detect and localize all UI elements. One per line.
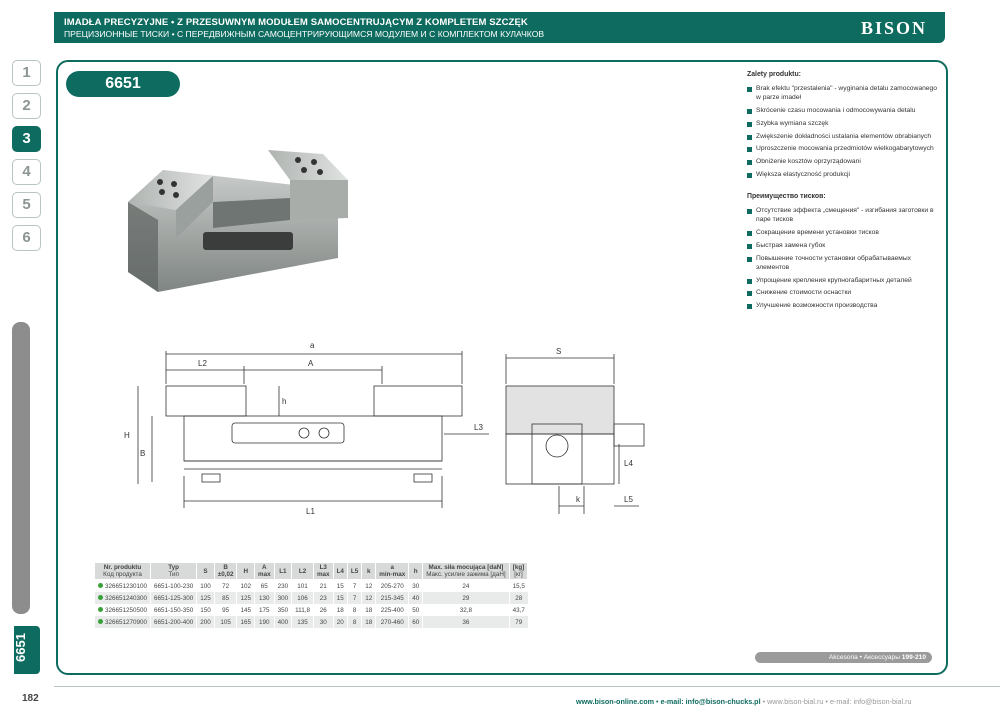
col-header: L3 max (313, 563, 333, 580)
dim-label-k: k (576, 495, 580, 504)
col-header: Nr. produktu Код продукта (95, 563, 151, 580)
advantage-item: Większa elastyczność produkcji (747, 171, 937, 180)
advantage-item: Brak efektu "przestalenia" - wyginania detalu zamocowanego w parze imadeł (747, 85, 937, 103)
dim-label-L2: L2 (198, 359, 207, 368)
spec-table (94, 562, 528, 628)
tab-5[interactable]: 5 (12, 192, 41, 218)
table-row: 326651240300 6651-125-300 125 85 125 130 300 106 23 15 7 12 215-345 40 29 28 (95, 592, 528, 604)
dim-label-A: A (308, 359, 314, 368)
advantages-pl-list (747, 85, 937, 180)
dim-label-B: B (140, 449, 146, 458)
advantages-pl-heading: Zalety produktu: (747, 71, 801, 78)
dim-label-S: S (556, 347, 562, 356)
dim-label-L5: L5 (624, 495, 633, 504)
dim-label-L4: L4 (624, 459, 633, 468)
col-header: h (409, 563, 423, 580)
col-header: k (362, 563, 376, 580)
table-row: 326651270900 6651-200-400 200 105 165 190 400 135 30 20 8 18 270-460 60 36 79 (95, 616, 528, 628)
advantage-item: Uproszczenie mocowania przedmiotów wielkogabarytowych (747, 145, 937, 154)
col-header: L2 (292, 563, 314, 580)
in-stock-dot (98, 583, 103, 588)
tab-2[interactable]: 2 (12, 93, 41, 119)
header-bar (54, 12, 945, 43)
col-header: S (197, 563, 215, 580)
footer-site-link[interactable]: www.bison-online.com (576, 697, 654, 706)
side-product-label: 6651 (12, 633, 28, 662)
advantage-item: Снижение стоимости оснастки (747, 289, 937, 298)
footer-email-link[interactable]: e-mail: info@bison-chucks.pl (660, 697, 761, 706)
dim-label-L3: L3 (474, 423, 483, 432)
dim-label-L1: L1 (306, 507, 315, 516)
technical-drawing (114, 336, 654, 531)
tab-6[interactable]: 6 (12, 225, 41, 251)
advantage-item: Obniżenie kosztów oprzyrządowani (747, 158, 937, 167)
advantage-item: Упрощение крепления крупногабаритных деталей (747, 277, 937, 286)
col-header: L5 (347, 563, 361, 580)
in-stock-dot (98, 595, 103, 600)
tab-4[interactable]: 4 (12, 159, 41, 185)
advantage-item: Zwiększenie dokładności ustalania elementów obrabianych (747, 133, 937, 142)
footer-email-link-ru[interactable]: e-mail: info@bison-bial.ru (829, 697, 912, 706)
table-row: 326651250500 6651-150-350 150 95 145 175 350 111,8 26 18 8 18 225-400 50 32,8 43,7 (95, 604, 528, 616)
advantage-item: Улучшение возможности производства (747, 302, 937, 311)
product-code-pill: 6651 (66, 71, 180, 97)
footer-links: www.bison-online.com • e-mail: info@bison-chucks.pl • www.bison-bial.ru • e-mail: info@bison-bial.ru (576, 697, 912, 706)
advantage-item: Szybka wymiana szczęk (747, 120, 937, 129)
advantage-item: Skrócenie czasu mocowania i odmocowywania detalu (747, 107, 937, 116)
table-row: 326651230100 6651-100-230 100 72 102 65 230 101 21 15 7 12 205-270 30 24 15,5 (95, 580, 528, 593)
advantage-item: Повышение точности установки обрабатываемых элементов (747, 255, 937, 273)
dim-label-h: h (282, 397, 287, 406)
product-photo (118, 140, 358, 300)
chapter-tabs (12, 60, 42, 258)
advantages-ru-heading: Преимущество тисков: (747, 193, 826, 201)
col-header: H (237, 563, 255, 580)
bison-logo: BISON (860, 18, 927, 38)
col-header: A max (255, 563, 275, 580)
tab-1[interactable]: 1 (12, 60, 41, 86)
advantage-item: Отсутствие эффекта „смещения" - изгибания заготовки в паре тисков (747, 207, 937, 225)
col-header: L4 (333, 563, 347, 580)
page-number: 182 (22, 693, 39, 704)
in-stock-dot (98, 619, 103, 624)
footer-site-link-ru[interactable]: www.bison-bial.ru (767, 697, 824, 706)
col-header: B ±0,02 (214, 563, 237, 580)
header-title-pl: IMADŁA PRECYZYJNE • Z PRZESUWNYM MODUŁEM SAMOCENTRUJĄCYM Z KOMPLETEM SZCZĘK (64, 17, 528, 28)
scrollbar-thumb[interactable] (12, 322, 30, 614)
dim-label-H: H (124, 431, 130, 440)
col-header: [kg] [кг] (509, 563, 528, 580)
advantages-ru-list (747, 207, 937, 311)
col-header: Max. siła mocująca [daN] Макс. усилие зажима [даН] (423, 563, 509, 580)
accessories-link[interactable]: Akcesoria • Аксессуары 199-210 (755, 652, 932, 663)
tab-3[interactable]: 3 (12, 126, 41, 152)
col-header: Typ Тип (151, 563, 197, 580)
side-product-tab (14, 626, 40, 674)
footer-divider (54, 686, 1000, 687)
advantage-item: Быстрая замена губок (747, 242, 937, 251)
dim-label-a: a (310, 341, 315, 350)
in-stock-dot (98, 607, 103, 612)
advantage-item: Сокращение времени установки тисков (747, 229, 937, 238)
col-header: L1 (274, 563, 292, 580)
col-header: a min-max (376, 563, 409, 580)
header-title-ru: ПРЕЦИЗИОННЫЕ ТИСКИ • С ПЕРЕДВИЖНЫМ САМОЦЕНТРИРУЮЩИМСЯ МОДУЛЕМ И С КОМПЛЕКТОМ КУЛАЧКОВ (64, 29, 545, 39)
advantages-panel (747, 71, 937, 324)
